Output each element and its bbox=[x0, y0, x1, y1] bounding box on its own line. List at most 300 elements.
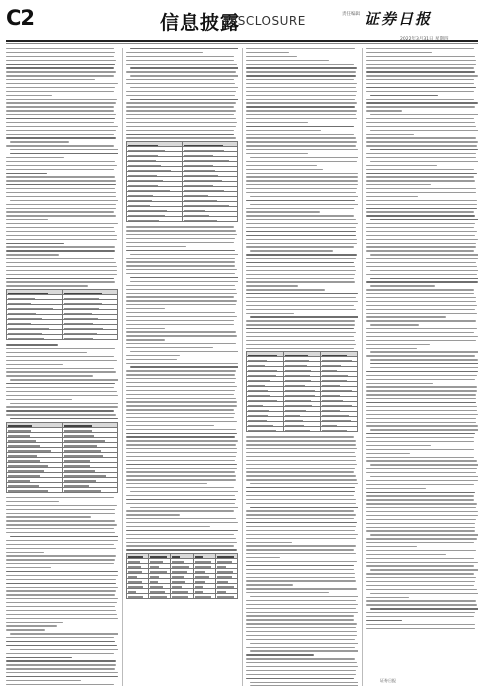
text-line bbox=[6, 559, 115, 560]
text-line bbox=[246, 503, 356, 504]
text-line bbox=[6, 161, 115, 162]
text-line bbox=[6, 364, 63, 365]
text-line bbox=[366, 208, 477, 209]
text-line bbox=[126, 475, 236, 476]
text-line bbox=[6, 266, 117, 267]
text-line bbox=[250, 643, 358, 644]
table-cell bbox=[62, 488, 118, 493]
text-line bbox=[6, 594, 115, 595]
text-line bbox=[366, 581, 475, 582]
text-line bbox=[246, 577, 355, 578]
text-line bbox=[6, 60, 116, 61]
section-title-english: DISCLOSURE bbox=[224, 14, 306, 28]
text-line bbox=[246, 106, 355, 107]
table-cell bbox=[247, 427, 284, 432]
text-line bbox=[246, 134, 354, 135]
text-line bbox=[126, 52, 203, 53]
text-line bbox=[366, 449, 474, 450]
text-line bbox=[366, 538, 477, 539]
text-line bbox=[6, 235, 117, 236]
text-line bbox=[126, 487, 234, 488]
text-line bbox=[370, 534, 478, 535]
text-line bbox=[10, 379, 118, 380]
text-line bbox=[126, 261, 235, 262]
text-line bbox=[366, 457, 474, 458]
text-line bbox=[246, 266, 355, 267]
text-line bbox=[126, 347, 213, 348]
text-line bbox=[6, 126, 118, 127]
text-line bbox=[126, 382, 235, 383]
text-line bbox=[6, 64, 115, 65]
text-line bbox=[6, 548, 116, 549]
text-line bbox=[246, 340, 355, 341]
text-line bbox=[126, 308, 165, 309]
text-line bbox=[126, 510, 234, 511]
text-line bbox=[10, 149, 118, 150]
text-line bbox=[126, 386, 237, 387]
text-line bbox=[6, 571, 118, 572]
text-line bbox=[366, 418, 476, 419]
text-line bbox=[6, 52, 115, 53]
text-line bbox=[246, 553, 356, 554]
text-line bbox=[366, 589, 477, 590]
text-line bbox=[366, 425, 478, 426]
text-line bbox=[366, 262, 476, 263]
text-line bbox=[6, 524, 117, 525]
text-line bbox=[366, 488, 426, 489]
text-line bbox=[6, 250, 115, 251]
text-line bbox=[126, 269, 237, 270]
text-line bbox=[366, 472, 476, 473]
data-table bbox=[6, 422, 118, 493]
text-line bbox=[126, 460, 235, 461]
text-line bbox=[246, 274, 355, 275]
text-line bbox=[6, 188, 115, 189]
text-line bbox=[6, 618, 118, 619]
text-line bbox=[6, 513, 115, 514]
table-cell bbox=[171, 594, 193, 599]
text-line bbox=[6, 625, 57, 626]
text-line bbox=[366, 134, 414, 135]
data-table bbox=[126, 141, 238, 222]
text-line bbox=[366, 523, 475, 524]
text-line bbox=[126, 226, 234, 227]
text-line bbox=[366, 313, 477, 314]
table-cell bbox=[7, 488, 63, 493]
text-line bbox=[246, 114, 356, 115]
text-line bbox=[250, 682, 358, 683]
text-line bbox=[6, 165, 117, 166]
text-line bbox=[246, 534, 358, 535]
text-line bbox=[130, 99, 238, 100]
text-line bbox=[246, 192, 356, 193]
table-row bbox=[7, 335, 118, 340]
text-line bbox=[246, 161, 357, 162]
text-line bbox=[366, 227, 474, 228]
text-line bbox=[6, 602, 117, 603]
text-line bbox=[6, 637, 114, 638]
footer-note: 证券日报 bbox=[380, 678, 396, 683]
text-line bbox=[246, 348, 354, 349]
text-line bbox=[6, 134, 114, 135]
text-line bbox=[126, 273, 235, 274]
text-line bbox=[366, 204, 477, 205]
text-line bbox=[126, 444, 236, 445]
text-line bbox=[6, 231, 115, 232]
article-columns bbox=[6, 48, 478, 686]
text-line bbox=[130, 277, 238, 278]
text-line bbox=[250, 685, 358, 686]
text-line bbox=[126, 242, 234, 243]
text-line bbox=[246, 320, 355, 321]
text-line bbox=[246, 130, 321, 131]
text-line bbox=[370, 429, 478, 430]
text-line bbox=[126, 479, 236, 480]
text-line bbox=[246, 211, 320, 212]
text-line bbox=[126, 483, 207, 484]
text-line bbox=[366, 99, 474, 100]
text-line bbox=[246, 254, 357, 255]
text-line bbox=[246, 297, 356, 298]
text-line bbox=[10, 649, 118, 650]
text-line bbox=[246, 180, 358, 181]
text-line bbox=[126, 440, 238, 441]
text-line bbox=[126, 126, 236, 127]
text-line bbox=[6, 114, 116, 115]
text-line bbox=[126, 324, 234, 325]
text-line bbox=[366, 328, 477, 329]
text-line bbox=[366, 243, 476, 244]
text-line bbox=[126, 106, 234, 107]
text-line bbox=[366, 289, 474, 290]
text-line bbox=[126, 300, 237, 301]
text-line bbox=[246, 332, 356, 333]
text-line bbox=[126, 545, 234, 546]
text-line bbox=[6, 262, 116, 263]
text-line bbox=[6, 281, 115, 282]
text-line bbox=[246, 281, 355, 282]
table-cell bbox=[127, 594, 149, 599]
text-line bbox=[6, 505, 117, 506]
masthead-thin-rule bbox=[6, 43, 478, 44]
text-line bbox=[126, 83, 235, 84]
text-line bbox=[246, 223, 358, 224]
column-divider bbox=[122, 48, 123, 686]
text-line bbox=[366, 110, 402, 111]
text-line bbox=[246, 173, 358, 174]
text-line bbox=[246, 48, 355, 49]
text-line bbox=[370, 569, 478, 570]
text-line bbox=[366, 340, 476, 341]
text-line bbox=[6, 196, 116, 197]
text-line bbox=[366, 480, 478, 481]
text-line bbox=[246, 499, 356, 500]
text-line bbox=[366, 79, 474, 80]
text-line bbox=[6, 668, 115, 669]
text-line bbox=[366, 484, 474, 485]
text-line bbox=[6, 614, 117, 615]
text-line bbox=[126, 114, 234, 115]
text-line bbox=[246, 471, 354, 472]
text-line bbox=[246, 530, 355, 531]
text-line bbox=[246, 647, 355, 648]
text-line bbox=[366, 433, 475, 434]
text-line bbox=[126, 503, 235, 504]
text-line bbox=[6, 110, 114, 111]
text-line bbox=[370, 270, 478, 271]
text-line bbox=[6, 540, 118, 541]
text-line bbox=[366, 437, 474, 438]
table-row bbox=[7, 488, 118, 493]
text-line bbox=[366, 309, 475, 310]
text-line bbox=[246, 293, 358, 294]
text-line bbox=[366, 597, 409, 598]
text-line bbox=[6, 356, 114, 357]
text-line bbox=[130, 75, 238, 76]
page-number: C2 bbox=[6, 6, 35, 30]
text-line bbox=[126, 335, 237, 336]
text-line bbox=[126, 452, 237, 453]
text-line bbox=[246, 584, 293, 585]
text-line bbox=[10, 153, 118, 154]
text-line bbox=[6, 391, 117, 392]
text-line bbox=[6, 67, 114, 68]
column-divider bbox=[242, 48, 243, 686]
text-line bbox=[246, 110, 357, 111]
text-line bbox=[6, 406, 118, 407]
text-line bbox=[366, 386, 477, 387]
text-line bbox=[246, 565, 354, 566]
text-line bbox=[130, 48, 238, 49]
text-line bbox=[246, 52, 289, 53]
text-line bbox=[246, 573, 355, 574]
text-line bbox=[6, 239, 117, 240]
text-line bbox=[126, 436, 235, 437]
text-line bbox=[366, 336, 478, 337]
text-line bbox=[246, 615, 354, 616]
text-line bbox=[366, 246, 476, 247]
text-line bbox=[6, 676, 118, 677]
text-line bbox=[246, 208, 354, 209]
text-line bbox=[126, 339, 165, 340]
text-line bbox=[246, 654, 314, 655]
text-line bbox=[246, 549, 354, 550]
text-line bbox=[366, 211, 474, 212]
text-line bbox=[246, 670, 356, 671]
text-line bbox=[6, 219, 48, 220]
text-line bbox=[126, 398, 236, 399]
text-line bbox=[6, 684, 114, 685]
data-table bbox=[6, 289, 118, 340]
text-line bbox=[366, 301, 476, 302]
text-line bbox=[366, 266, 477, 267]
text-line bbox=[370, 593, 478, 594]
text-line bbox=[366, 71, 475, 72]
table-cell bbox=[62, 335, 118, 340]
text-line bbox=[6, 410, 114, 411]
text-line bbox=[246, 588, 357, 589]
text-line bbox=[366, 511, 478, 512]
text-line bbox=[130, 87, 238, 88]
text-line bbox=[126, 320, 234, 321]
text-line bbox=[6, 660, 116, 661]
text-line bbox=[126, 118, 236, 119]
text-line bbox=[366, 250, 474, 251]
text-line bbox=[246, 231, 356, 232]
text-line bbox=[246, 137, 356, 138]
text-line bbox=[250, 507, 358, 508]
text-line bbox=[366, 348, 417, 349]
text-line bbox=[6, 106, 114, 107]
text-line bbox=[6, 137, 116, 138]
text-line bbox=[366, 585, 474, 586]
text-line bbox=[126, 258, 235, 259]
text-line bbox=[366, 554, 446, 555]
text-line bbox=[126, 425, 214, 426]
text-line bbox=[246, 71, 356, 72]
text-line bbox=[366, 519, 476, 520]
text-line bbox=[246, 243, 357, 244]
text-line bbox=[366, 492, 475, 493]
text-line bbox=[126, 79, 234, 80]
text-line bbox=[366, 118, 474, 119]
text-line bbox=[246, 623, 357, 624]
table-cell bbox=[7, 335, 63, 340]
text-line bbox=[126, 122, 237, 123]
text-line bbox=[366, 169, 474, 170]
text-line bbox=[126, 429, 236, 430]
text-line bbox=[6, 414, 116, 415]
text-line bbox=[6, 528, 114, 529]
text-line bbox=[246, 215, 354, 216]
text-line bbox=[246, 64, 354, 65]
text-line bbox=[366, 394, 476, 395]
text-line bbox=[366, 573, 474, 574]
text-line bbox=[6, 371, 116, 372]
text-line bbox=[246, 639, 355, 640]
text-line bbox=[126, 230, 236, 231]
text-line bbox=[366, 546, 417, 547]
text-line bbox=[126, 304, 236, 305]
data-table bbox=[246, 351, 358, 432]
text-line bbox=[370, 254, 478, 255]
text-line bbox=[130, 351, 238, 352]
text-line bbox=[366, 628, 475, 629]
text-line bbox=[6, 645, 117, 646]
text-line bbox=[6, 520, 115, 521]
text-line bbox=[246, 344, 356, 345]
text-line bbox=[246, 619, 354, 620]
text-line bbox=[126, 526, 210, 527]
text-line bbox=[366, 102, 478, 103]
text-line bbox=[250, 650, 358, 651]
text-line bbox=[126, 110, 236, 111]
text-line bbox=[246, 631, 357, 632]
text-line bbox=[366, 184, 431, 185]
text-line bbox=[6, 184, 116, 185]
text-line bbox=[246, 165, 317, 166]
text-line bbox=[366, 562, 478, 563]
text-line bbox=[366, 293, 474, 294]
text-line bbox=[366, 122, 475, 123]
text-line bbox=[126, 499, 236, 500]
text-line bbox=[366, 200, 477, 201]
text-line bbox=[366, 137, 476, 138]
text-line bbox=[246, 658, 355, 659]
text-line bbox=[370, 324, 419, 325]
text-line bbox=[246, 444, 356, 445]
text-line bbox=[366, 106, 475, 107]
text-line bbox=[6, 211, 114, 212]
text-line bbox=[250, 157, 358, 158]
text-line bbox=[246, 475, 356, 476]
text-column-3 bbox=[246, 48, 358, 686]
text-line bbox=[10, 633, 118, 634]
section-title: 信息披露 bbox=[160, 12, 241, 34]
text-line bbox=[246, 479, 357, 480]
text-line bbox=[370, 359, 478, 360]
text-line bbox=[126, 413, 235, 414]
text-line bbox=[366, 577, 476, 578]
text-line bbox=[366, 231, 477, 232]
text-line bbox=[126, 64, 237, 65]
text-line bbox=[6, 383, 115, 384]
text-line bbox=[130, 67, 238, 68]
text-line bbox=[126, 378, 236, 379]
text-line bbox=[6, 130, 116, 131]
column-divider bbox=[362, 48, 363, 686]
text-line bbox=[126, 374, 235, 375]
text-line bbox=[370, 278, 478, 279]
text-line bbox=[246, 258, 356, 259]
table-row bbox=[127, 217, 238, 222]
text-line bbox=[130, 281, 238, 282]
text-line bbox=[6, 258, 114, 259]
text-line bbox=[246, 328, 354, 329]
text-line bbox=[246, 635, 357, 636]
text-line bbox=[246, 678, 354, 679]
text-line bbox=[370, 363, 478, 364]
text-line bbox=[126, 246, 186, 247]
text-line bbox=[246, 301, 358, 302]
text-line bbox=[6, 118, 115, 119]
text-line bbox=[246, 102, 357, 103]
text-line bbox=[366, 297, 476, 298]
text-line bbox=[6, 395, 118, 396]
text-line bbox=[130, 254, 238, 255]
text-line bbox=[6, 176, 115, 177]
text-line bbox=[6, 87, 115, 88]
text-line bbox=[126, 534, 234, 535]
text-line bbox=[246, 514, 356, 515]
text-line bbox=[126, 433, 237, 434]
text-line bbox=[126, 134, 234, 135]
text-line bbox=[366, 402, 476, 403]
text-line bbox=[6, 680, 81, 681]
text-line bbox=[366, 157, 476, 158]
table-cell bbox=[321, 427, 358, 432]
text-line bbox=[6, 204, 116, 205]
text-line bbox=[6, 352, 87, 353]
text-line bbox=[126, 394, 234, 395]
text-line bbox=[126, 370, 236, 371]
text-line bbox=[6, 91, 114, 92]
text-line bbox=[126, 95, 235, 96]
text-line bbox=[6, 555, 116, 556]
text-line bbox=[6, 173, 47, 174]
text-line bbox=[126, 71, 236, 72]
text-line bbox=[246, 604, 358, 605]
